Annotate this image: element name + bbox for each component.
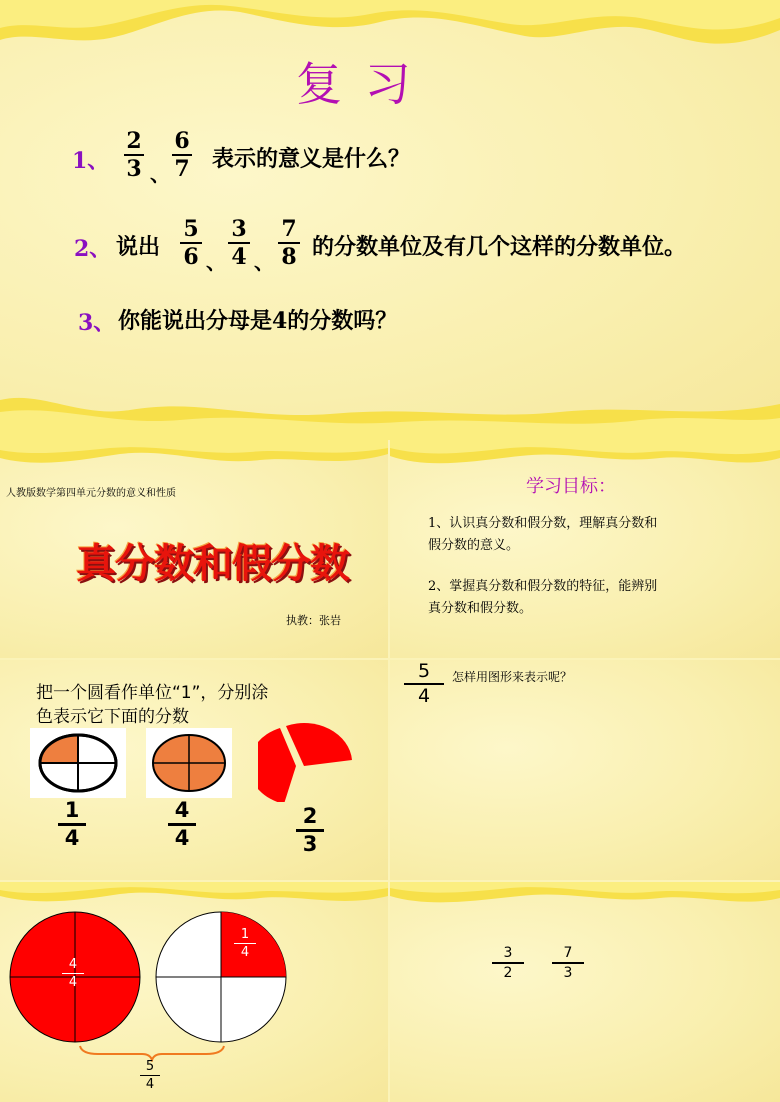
question-2-text: 的分数单位及有几个这样的分数单位。	[312, 234, 687, 260]
decorative-wave-bottom	[0, 390, 780, 440]
slide-title: 复 习	[296, 57, 415, 111]
goals-title: 学习目标：	[526, 476, 616, 497]
separator: 、	[254, 250, 274, 274]
goal-1-line-2: 假分数的意义。	[428, 538, 520, 553]
lesson-title: 真分数和假分数	[76, 541, 349, 587]
circle-fully-shaded	[146, 728, 232, 798]
fraction-2-3: 2 3	[296, 806, 324, 855]
goal-2-line-2: 真分数和假分数。	[428, 601, 533, 616]
decorative-wave-top	[390, 882, 780, 912]
separator: 、	[206, 250, 226, 274]
goal-2-line-1: 2、掌握真分数和假分数的特征，能辨别	[428, 579, 658, 594]
fraction-5-6: 5 6	[180, 218, 202, 268]
fraction-7-8: 7 8	[278, 218, 300, 268]
decorative-wave-top	[0, 440, 388, 474]
fraction-4-4: 4 4	[168, 800, 196, 849]
question-1-text: 表示的意义是什么？	[212, 146, 411, 172]
course-header: 人教版数学第四单元分数的意义和性质	[6, 488, 176, 499]
question-2-number: 2、	[74, 236, 112, 262]
circle-card-1-4	[30, 728, 126, 798]
fraction-4-4-label: 4 4	[62, 958, 84, 989]
decorative-wave-top	[390, 440, 780, 474]
slide-five-fourths-question	[390, 660, 780, 880]
slide-fractions-3-2-7-3	[390, 882, 780, 1102]
fraction-5-4-total: 5 4	[140, 1060, 160, 1091]
circle-two-thirds-red	[258, 722, 354, 802]
slide-learning-goals	[390, 440, 780, 658]
fraction-3-4: 3 4	[228, 218, 250, 268]
question-3-text: 你能说出分母是4的分数吗？	[118, 308, 398, 334]
goal-1-line-1: 1、认识真分数和假分数，理解真分数和	[428, 516, 658, 531]
question-2-prefix: 说出	[116, 234, 161, 260]
fraction-6-7: 6 7	[172, 130, 192, 180]
circle-quarter-red	[154, 910, 288, 1044]
circle-card-4-4	[146, 728, 232, 798]
slide-circle-diagram	[0, 882, 388, 1102]
fraction-7-3: 7 3	[552, 946, 584, 980]
slide-title-card	[0, 440, 388, 658]
fraction-3-2: 3 2	[492, 946, 524, 980]
instruction-line-1: 把一个圆看作单位“1”，分别涂	[36, 683, 269, 703]
instruction-line-2: 色表示它下面的分数	[36, 707, 189, 727]
fraction-5-4: 5 4	[404, 662, 444, 706]
question-1-number: 1、	[72, 148, 110, 174]
separator: 、	[150, 162, 170, 186]
fraction-1-4: 1 4	[58, 800, 86, 849]
circle-quarter-shaded	[30, 728, 126, 798]
decorative-wave-top	[0, 882, 388, 912]
slide-shade-circles	[0, 660, 388, 880]
question-3-number: 3、	[78, 310, 116, 336]
question-text: 怎样用图形来表示呢？	[452, 670, 573, 684]
fraction-2-3: 2 3	[124, 130, 144, 180]
fraction-1-4-label: 1 4	[234, 928, 256, 959]
slide-review	[0, 0, 780, 440]
teacher-name: 执教：张岩	[286, 614, 341, 627]
